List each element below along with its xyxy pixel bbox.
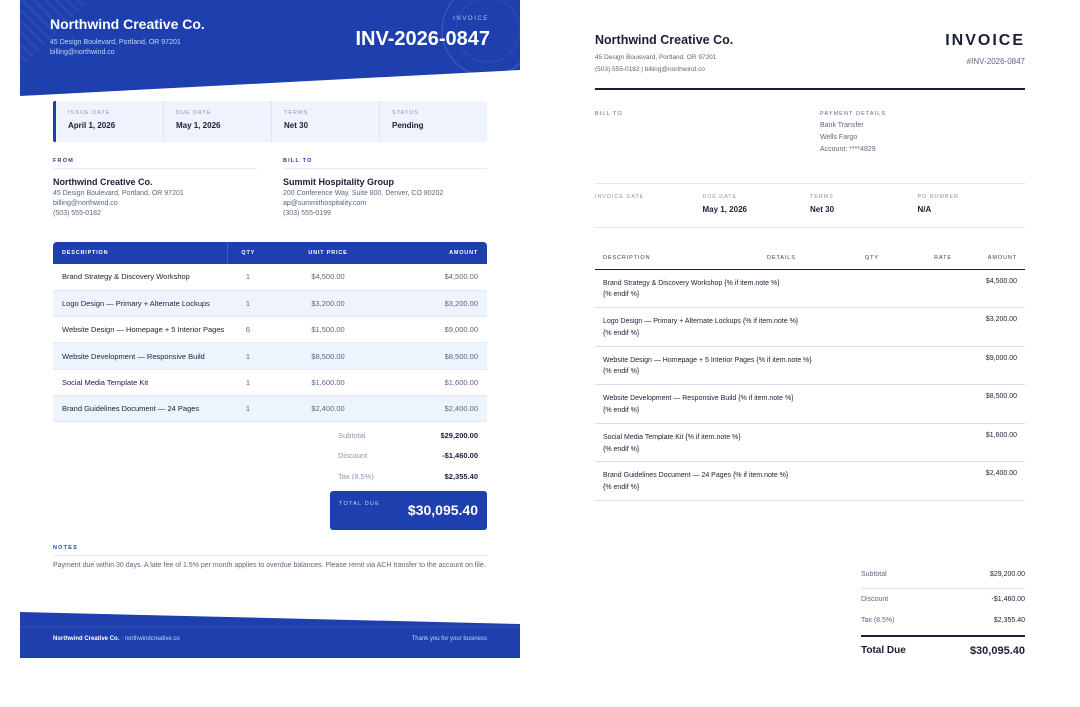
item-qty: 1 — [227, 369, 269, 395]
meta-due-date — [164, 101, 272, 142]
company-email: billing@northwind.co — [50, 49, 115, 56]
item-amount: $4,500.00 — [387, 264, 487, 290]
item-endif: {% endif %} — [603, 407, 640, 415]
table-row — [595, 346, 1025, 385]
item-unit-price: $1,500.00 — [269, 317, 387, 343]
meta-terms — [272, 101, 380, 142]
invoice-right — [595, 0, 1025, 707]
item-description — [595, 423, 847, 462]
from-address: 45 Design Boulevard, Portland, OR 97201 — [53, 190, 184, 197]
table-row — [53, 264, 487, 290]
col-details: DETAILS — [767, 247, 847, 269]
subtotal-value: $29,200.00 — [989, 571, 1025, 578]
item-qty: 6 — [227, 317, 269, 343]
bill-to-label: BILL TO — [595, 111, 623, 117]
payment-details-block — [820, 111, 886, 153]
invoice-meta-card — [53, 101, 487, 142]
item-unit-price: $3,200.00 — [269, 290, 387, 316]
meta-value: May 1, 2026 — [176, 121, 221, 130]
total-due-box — [330, 491, 487, 530]
meta-value: April 1, 2026 — [68, 121, 116, 130]
discount-row — [861, 596, 1025, 603]
item-qty — [847, 385, 897, 424]
from-email: billing@northwind.co — [53, 200, 118, 207]
item-endif: {% endif %} — [603, 445, 640, 453]
item-rate — [897, 269, 952, 308]
table-row — [595, 423, 1025, 462]
subtotal-value: $29,200.00 — [440, 431, 478, 440]
footer-company: Northwind Creative Co. — [53, 636, 120, 642]
item-unit-price: $1,600.00 — [269, 369, 387, 395]
meta-terms — [810, 184, 918, 227]
item-description — [595, 269, 847, 308]
totals-divider — [861, 588, 1025, 589]
invoice-number: #INV-2026-0847 — [966, 57, 1025, 66]
line-items-table — [53, 242, 487, 422]
meta-value: Net 30 — [810, 205, 835, 214]
col-rate: RATE — [897, 247, 952, 269]
subtotal-row — [861, 571, 1025, 578]
item-qty — [847, 346, 897, 385]
payment-bank: Wells Fargo — [820, 134, 858, 141]
payment-account: Account: ****4829 — [820, 146, 876, 153]
bill-to-block — [595, 111, 623, 117]
meta-value: N/A — [917, 205, 932, 214]
from-name: Northwind Creative Co. — [53, 177, 153, 187]
item-name: Social Media Template Kit {% if item.note %} — [603, 433, 741, 441]
item-unit-price: $2,400.00 — [269, 395, 387, 421]
item-unit-price: $4,500.00 — [269, 264, 387, 290]
meta-label: DUE DATE — [702, 194, 738, 200]
item-unit-price: $8,500.00 — [269, 343, 387, 369]
tax-row — [338, 472, 478, 481]
item-endif: {% endif %} — [603, 484, 640, 492]
item-name: Brand Guidelines Document — 24 Pages {% if item.note %} — [603, 472, 789, 480]
company-address — [595, 52, 716, 75]
item-description — [595, 462, 847, 501]
col-description: DESCRIPTION — [595, 247, 767, 269]
item-qty — [847, 423, 897, 462]
item-description: Brand Guidelines Document — 24 Pages — [53, 395, 227, 421]
bill-to-block — [283, 158, 487, 217]
invoice-meta-row — [595, 183, 1025, 228]
company-street: 45 Design Boulevard, Portland, OR 97201 — [595, 54, 717, 61]
footer-thanks: Thank you for your business — [411, 636, 487, 642]
discount-label: Discount — [338, 451, 368, 460]
meta-label: INVOICE DATE — [595, 194, 645, 200]
invoice-number: INV-2026-0847 — [355, 28, 490, 50]
tax-label: Tax (8.5%) — [338, 472, 374, 481]
item-qty: 1 — [227, 290, 269, 316]
header-divider — [595, 88, 1025, 90]
table-row — [53, 317, 487, 343]
total-due-label: Total Due — [861, 645, 906, 656]
table-row — [53, 290, 487, 316]
invoice-label: INVOICE — [453, 16, 489, 22]
item-amount: $9,000.00 — [952, 346, 1025, 385]
meta-invoice-date — [595, 184, 703, 227]
total-due-row — [861, 635, 1025, 657]
meta-status — [380, 101, 487, 142]
item-amount: $9,000.00 — [387, 317, 487, 343]
item-rate — [897, 346, 952, 385]
subtotal-row — [338, 431, 478, 440]
meta-value: May 1, 2026 — [702, 205, 747, 214]
item-amount: $8,500.00 — [387, 343, 487, 369]
item-description — [595, 385, 847, 424]
col-qty: QTY — [847, 247, 897, 269]
notes-label: NOTES — [53, 545, 487, 556]
tax-value: $2,355.40 — [444, 472, 478, 481]
table-row — [53, 343, 487, 369]
bill-to-phone: (303) 555-0199 — [283, 210, 331, 217]
total-due-value: $30,095.40 — [969, 645, 1025, 657]
table-row — [595, 385, 1025, 424]
item-amount: $3,200.00 — [387, 290, 487, 316]
table-row — [53, 369, 487, 395]
subtotal-label: Subtotal — [861, 571, 887, 578]
col-qty: QTY — [241, 250, 256, 256]
item-qty: 1 — [227, 395, 269, 421]
tax-label: Tax (8.5%) — [861, 617, 895, 624]
item-name: Logo Design — Primary + Alternate Lockups {% if item.note %} — [603, 318, 799, 326]
meta-due-date — [703, 184, 811, 227]
item-amount: $1,600.00 — [952, 423, 1025, 462]
col-amount: AMOUNT — [449, 250, 478, 256]
item-amount: $2,400.00 — [387, 395, 487, 421]
table-row — [595, 269, 1025, 308]
bill-to-email: ap@summithospitality.com — [283, 200, 367, 207]
item-rate — [897, 385, 952, 424]
meta-label: ISSUE DATE — [68, 110, 111, 116]
company-name: Northwind Creative Co. — [50, 16, 205, 32]
payment-details-label: PAYMENT DETAILS — [820, 111, 887, 117]
company-address — [50, 38, 181, 58]
table-row — [595, 462, 1025, 501]
footer-brand — [53, 636, 180, 642]
item-description — [595, 346, 847, 385]
from-phone: (503) 555-0182 — [53, 210, 101, 217]
invoice-left — [20, 0, 520, 658]
notes-block — [53, 545, 487, 571]
from-block — [53, 158, 257, 217]
item-endif: {% endif %} — [603, 291, 640, 299]
item-amount: $3,200.00 — [952, 308, 1025, 347]
invoice-title: INVOICE — [945, 32, 1025, 49]
item-qty: 1 — [227, 343, 269, 369]
item-rate — [897, 308, 952, 347]
table-row — [595, 308, 1025, 347]
footer-site: · northwindcreative.co — [121, 636, 180, 642]
notes-text: Payment due within 30 days. A late fee of 1.5% per month applies to overdue balances. Please remit via ACH transfer to the account on file. — [53, 562, 486, 569]
col-amount: AMOUNT — [952, 247, 1025, 269]
discount-label: Discount — [861, 596, 889, 603]
item-amount: $8,500.00 — [952, 385, 1025, 424]
col-unit-price: UNIT PRICE — [308, 250, 348, 256]
meta-po-number — [918, 184, 1026, 227]
item-qty — [847, 462, 897, 501]
item-description: Website Development — Responsive Build — [53, 343, 227, 369]
company-name: Northwind Creative Co. — [595, 33, 734, 47]
item-qty — [847, 308, 897, 347]
meta-label: PO NUMBER — [917, 194, 959, 200]
item-qty — [847, 269, 897, 308]
item-description: Logo Design — Primary + Alternate Lockups — [53, 290, 227, 316]
item-description: Social Media Template Kit — [53, 369, 227, 395]
meta-label: TERMS — [284, 110, 309, 116]
meta-issue-date — [56, 101, 164, 142]
meta-label: TERMS — [810, 194, 834, 200]
item-description — [595, 308, 847, 347]
item-name: Website Development — Responsive Build {% if item.note %} — [603, 395, 794, 403]
bill-to-address: 200 Conference Way, Suite 800, Denver, CO 80202 — [283, 190, 444, 197]
company-contact: (503) 555-0182 | billing@northwind.co — [595, 65, 705, 73]
footer-banner — [20, 608, 520, 658]
from-label: FROM — [53, 158, 257, 169]
tax-value: $2,355.40 — [993, 617, 1025, 624]
company-street: 45 Design Boulevard, Portland, OR 97201 — [50, 39, 181, 46]
col-description: DESCRIPTION — [53, 242, 227, 264]
tax-row — [861, 617, 1025, 624]
line-items-table — [595, 247, 1025, 501]
table-header-row — [53, 242, 487, 264]
item-rate — [897, 423, 952, 462]
discount-row — [338, 451, 478, 460]
meta-label: DUE DATE — [176, 110, 212, 116]
discount-value: -$1,460.00 — [991, 596, 1025, 603]
item-description: Brand Strategy & Discovery Workshop — [53, 264, 227, 290]
item-endif: {% endif %} — [603, 329, 640, 337]
total-due-value: $30,095.40 — [407, 502, 478, 518]
table-header-row — [595, 247, 1025, 269]
item-name: Brand Strategy & Discovery Workshop {% if item.note %} — [603, 279, 780, 287]
discount-value: -$1,460.00 — [442, 451, 478, 460]
total-due-label: TOTAL DUE — [339, 501, 380, 507]
subtotal-label: Subtotal — [338, 431, 366, 440]
item-amount: $1,600.00 — [387, 369, 487, 395]
status-badge: Pending — [392, 121, 424, 130]
table-row — [53, 395, 487, 421]
item-name: Website Design — Homepage + 5 Interior Pages {% if item.note %} — [603, 356, 812, 364]
item-amount: $2,400.00 — [952, 462, 1025, 501]
item-rate — [897, 462, 952, 501]
bill-to-label: BILL TO — [283, 158, 487, 169]
item-endif: {% endif %} — [603, 368, 640, 376]
item-amount: $4,500.00 — [952, 269, 1025, 308]
item-qty: 1 — [227, 264, 269, 290]
item-description: Website Design — Homepage + 5 Interior Pages — [53, 317, 227, 343]
payment-method: Bank Transfer — [820, 122, 864, 129]
meta-label: STATUS — [392, 110, 419, 116]
meta-value: Net 30 — [284, 121, 309, 130]
bill-to-name: Summit Hospitality Group — [283, 177, 395, 187]
